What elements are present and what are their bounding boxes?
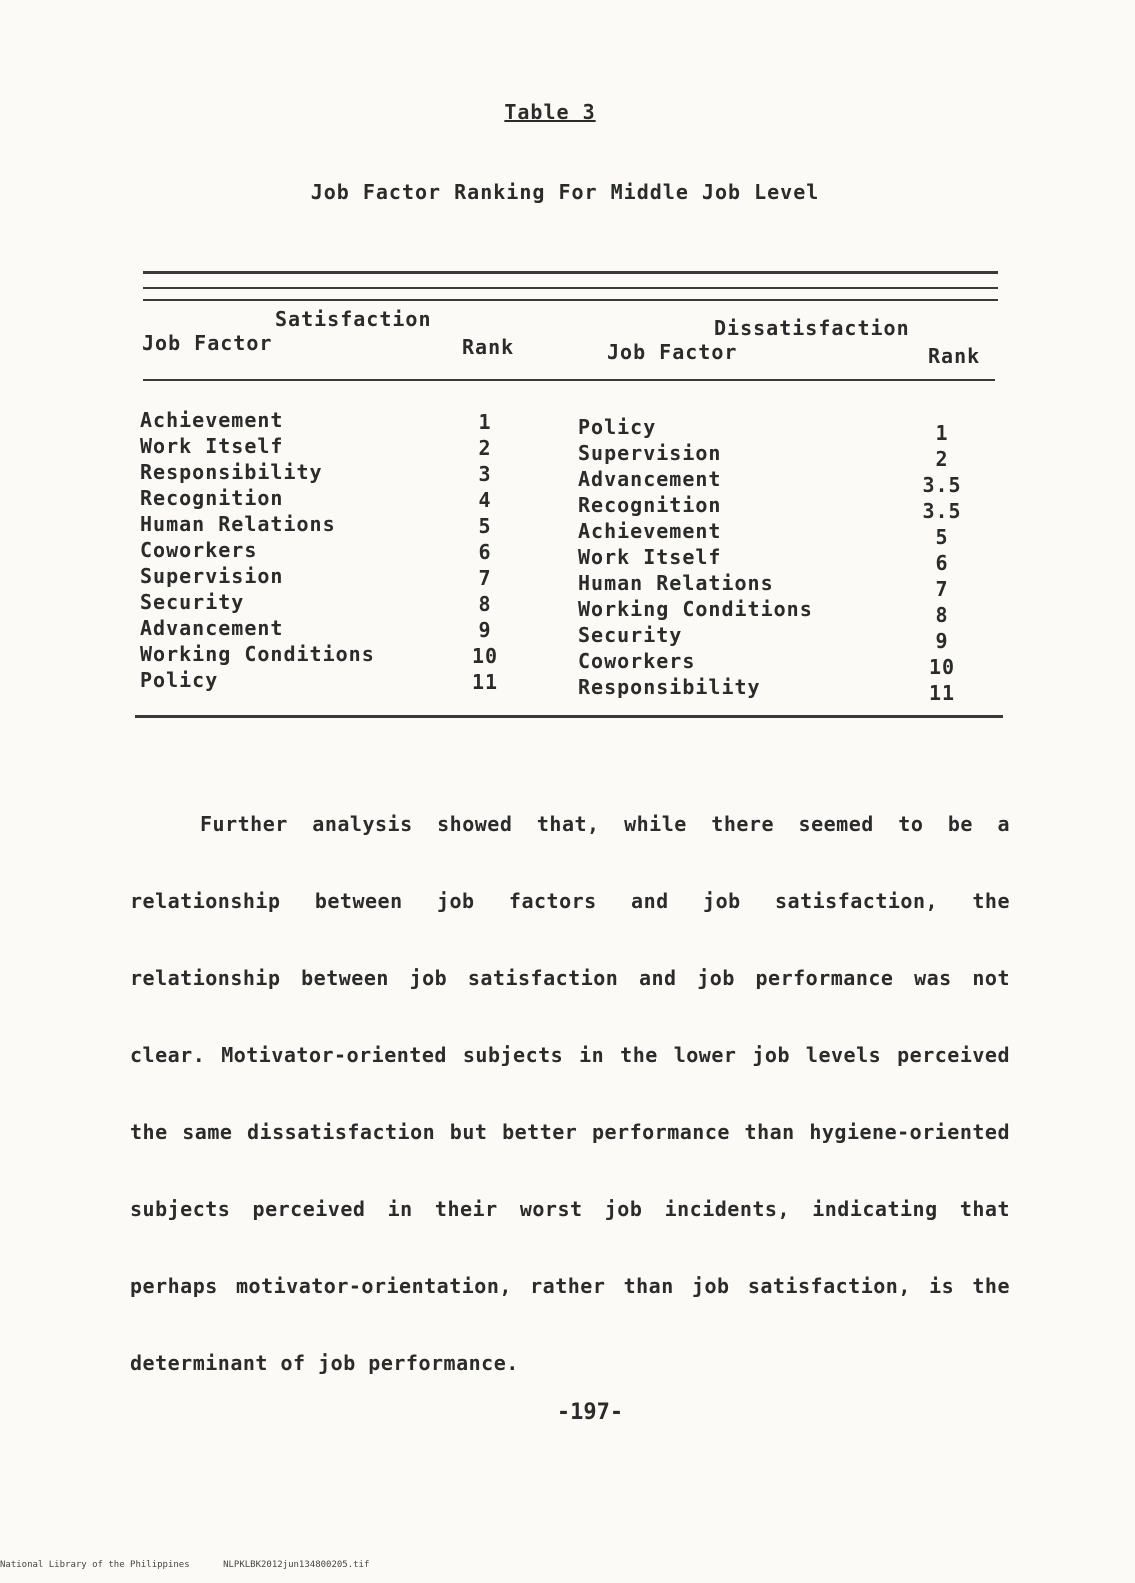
dis-factor: Security [578, 623, 683, 647]
sat-factor: Achievement [140, 408, 284, 432]
sat-rank: 11 [471, 670, 499, 694]
sat-rank: 7 [478, 566, 492, 590]
dis-factor: Policy [578, 415, 657, 439]
dis-factor: Advancement [578, 467, 722, 491]
dis-factor: Coworkers [578, 649, 696, 673]
dis-rank: 2 [935, 447, 949, 471]
header-dissatisfaction: Dissatisfaction [714, 316, 910, 340]
dis-factor: Achievement [578, 519, 722, 543]
dis-rank: 3.5 [922, 473, 962, 497]
sat-rank: 8 [478, 592, 492, 616]
sat-rank: 3 [478, 462, 492, 486]
table-top-rule-2 [143, 287, 998, 289]
dis-factor: Recognition [578, 493, 722, 517]
header-sat-job-factor: Job Factor [142, 331, 273, 355]
dis-rank: 11 [928, 681, 956, 705]
sat-rank: 6 [478, 540, 492, 564]
table-header-rule [143, 379, 995, 381]
table-number: Table 3 [504, 100, 596, 124]
sat-factor: Recognition [140, 486, 284, 510]
header-satisfaction: Satisfaction [275, 307, 432, 331]
header-dis-job-factor: Job Factor [607, 340, 738, 364]
dis-rank: 6 [935, 551, 949, 575]
table-top-rule [143, 271, 998, 274]
footer-file: NLPKLBK2012jun134800205.tif [223, 1560, 370, 1570]
dis-factor: Responsibility [578, 675, 761, 699]
table-bottom-rule [135, 715, 1003, 718]
dis-rank: 5 [935, 525, 949, 549]
dis-rank: 10 [928, 655, 956, 679]
satisfaction-factor-list [140, 407, 375, 693]
dis-factor: Work Itself [578, 545, 722, 569]
sat-factor: Responsibility [140, 460, 323, 484]
page-number: -197- [556, 1400, 624, 1425]
sat-factor: Work Itself [140, 434, 284, 458]
dissatisfaction-rank-list [920, 420, 964, 706]
sat-rank: 2 [478, 436, 492, 460]
sat-rank: 4 [478, 488, 492, 512]
sat-factor: Coworkers [140, 538, 258, 562]
dis-factor: Human Relations [578, 571, 774, 595]
scan-footer [0, 1560, 369, 1570]
dis-rank: 1 [935, 421, 949, 445]
sat-rank: 9 [478, 618, 492, 642]
dissatisfaction-factor-list [578, 414, 813, 700]
dis-rank: 9 [935, 629, 949, 653]
table-title: Job Factor Ranking For Middle Job Level [310, 180, 820, 204]
satisfaction-rank-list [468, 409, 502, 695]
sat-rank: 5 [478, 514, 492, 538]
sat-factor: Security [140, 590, 245, 614]
sat-rank: 10 [471, 644, 499, 668]
sat-factor: Advancement [140, 616, 284, 640]
body-paragraph: Further analysis showed that, while there seemed to be a relationship between job factors and job satisfaction, the relationship between job satisfaction and job performance was not clear. Motivator-oriented subjects in the lower job levels perceived the same dissatisfaction but better performance than hygiene-oriented subjects perceived in their worst job incidents, indicating that perhaps motivator-orientation, rather than job satisfaction, is the determinant of job performance. [130, 812, 1010, 1375]
sat-factor: Working Conditions [140, 642, 375, 666]
sat-factor: Policy [140, 668, 219, 692]
table-top-rule-3 [143, 299, 998, 301]
sat-factor: Supervision [140, 564, 284, 588]
dis-rank: 8 [935, 603, 949, 627]
dis-factor: Supervision [578, 441, 722, 465]
header-sat-rank: Rank [462, 335, 515, 359]
sat-factor: Human Relations [140, 512, 336, 536]
dis-rank: 3.5 [922, 499, 962, 523]
footer-source: National Library of the Philippines [0, 1560, 190, 1570]
sat-rank: 1 [478, 410, 492, 434]
header-dis-rank: Rank [928, 344, 981, 368]
dis-factor: Working Conditions [578, 597, 813, 621]
dis-rank: 7 [935, 577, 949, 601]
